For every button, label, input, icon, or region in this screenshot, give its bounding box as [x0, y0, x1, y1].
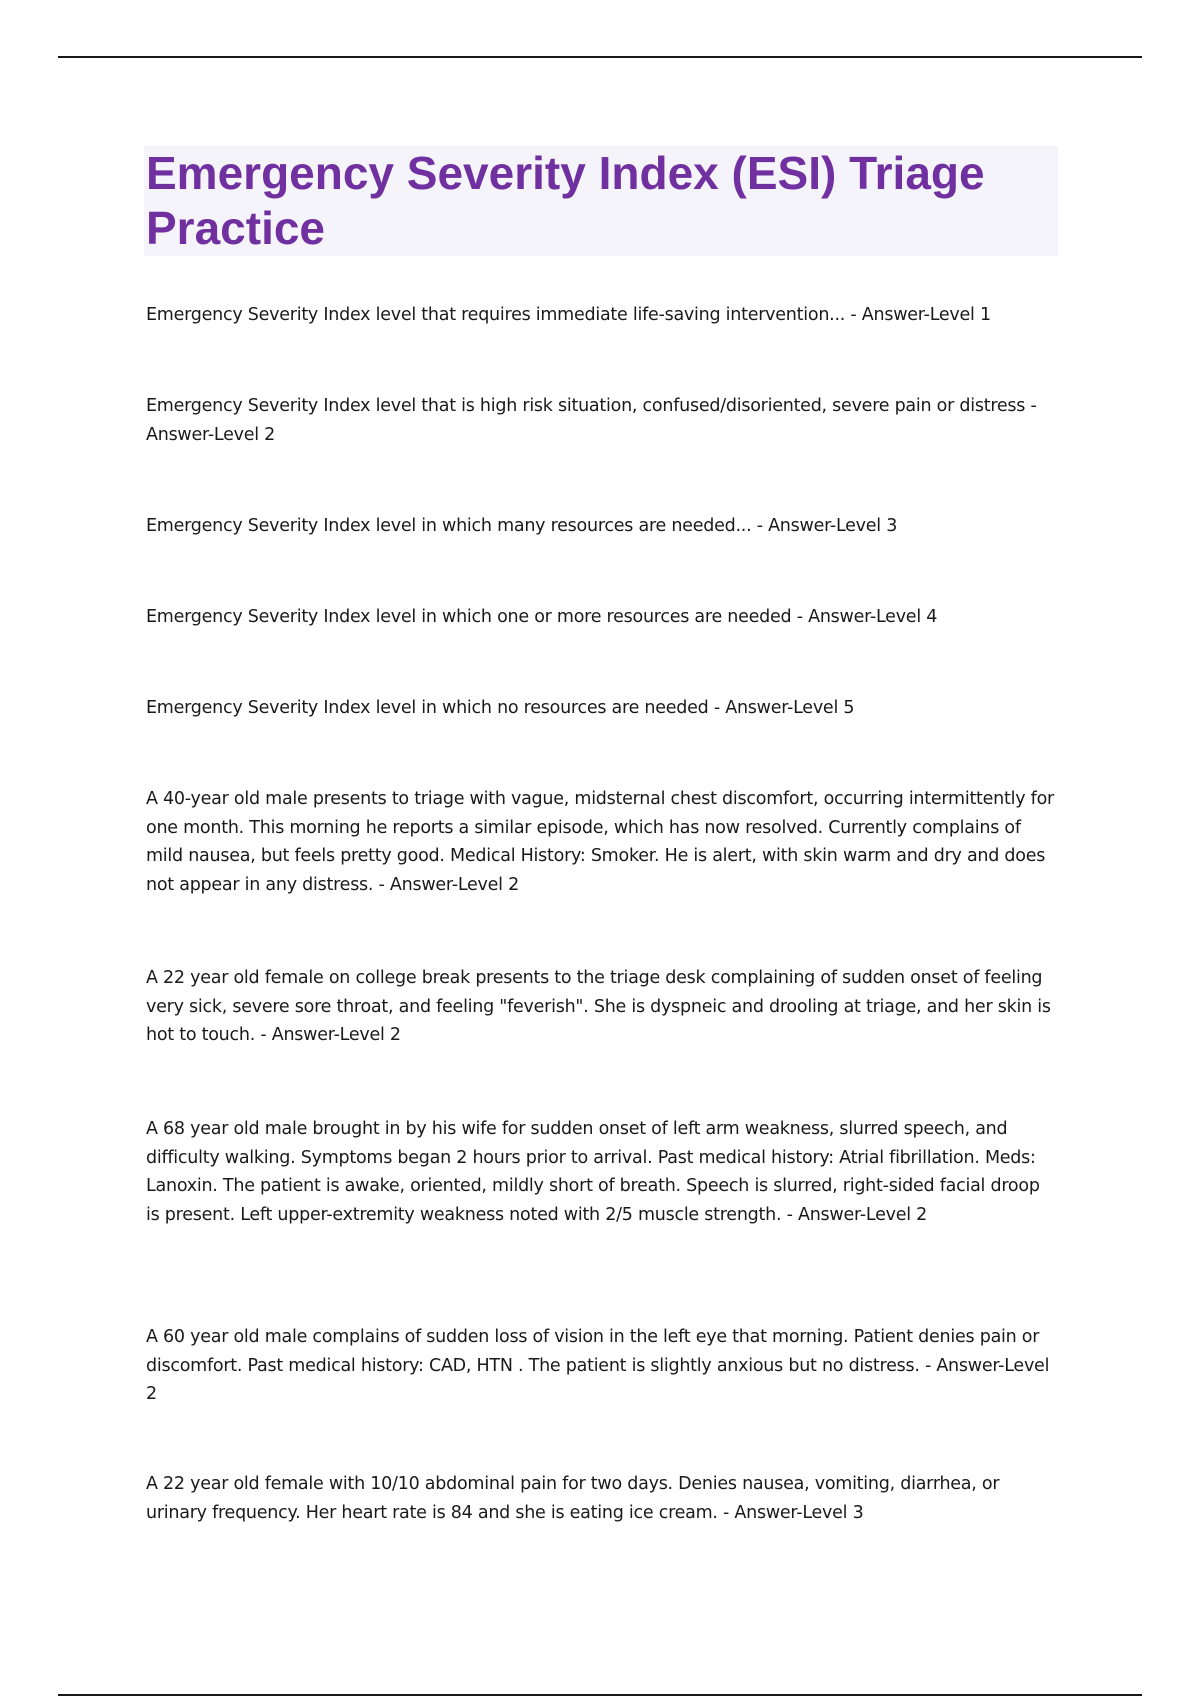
qa-item: A 68 year old male brought in by his wife for sudden onset of left arm weakness, slurred speech, and difficulty walking. Symptoms began 2 hours prior to arrival. Past medical history: Atrial fibrillation. Meds: Lanoxin. The patient is awake, oriented, mildly short of breath. Speech is slurred, right-sided facial droop is present. Left upper-extremity weakness noted with 2/5 muscle strength. - Answer-Level 2	[146, 1119, 1040, 1225]
page-bottom-rule	[58, 1694, 1142, 1696]
qa-item: Emergency Severity Index level in which many resources are needed... - Answer-Level 3	[146, 516, 898, 536]
qa-item: Emergency Severity Index level that requires immediate life-saving intervention... - Answer-Level 1	[146, 305, 991, 325]
qa-item: Emergency Severity Index level in which one or more resources are needed - Answer-Level 4	[146, 607, 938, 627]
qa-item: A 22 year old female with 10/10 abdominal pain for two days. Denies nausea, vomiting, diarrhea, or urinary frequency. Her heart rate is 84 and she is eating ice cream. - Answer-Level 3	[146, 1474, 1000, 1523]
qa-item: A 60 year old male complains of sudden loss of vision in the left eye that morning. Patient denies pain or discomfort. Past medical history: CAD, HTN . The patient is slightly anxious but no distress. - Answer-Level 2	[146, 1327, 1050, 1404]
page-top-rule	[58, 56, 1142, 58]
qa-item: A 22 year old female on college break presents to the triage desk complaining of sudden onset of feeling very sick, severe sore throat, and feeling "feverish". She is dyspneic and drooling at triage, and her skin is hot to touch. - Answer-Level 2	[146, 968, 1051, 1045]
page-title: Emergency Severity Index (ESI) Triage Practice	[146, 147, 985, 254]
qa-item: A 40-year old male presents to triage with vague, midsternal chest discomfort, occurring intermittently for one month. This morning he reports a similar episode, which has now resolved. Currently complains of mild nausea, but feels pretty good. Medical History: Smoker. He is alert, with skin warm and dry and does not appear in any distress. - Answer-Level 2	[146, 789, 1054, 895]
title-banner	[144, 146, 1058, 256]
qa-item: Emergency Severity Index level that is high risk situation, confused/disoriented, severe pain or distress - Answer-Level 2	[146, 396, 1037, 445]
qa-item: Emergency Severity Index level in which no resources are needed - Answer-Level 5	[146, 698, 855, 718]
